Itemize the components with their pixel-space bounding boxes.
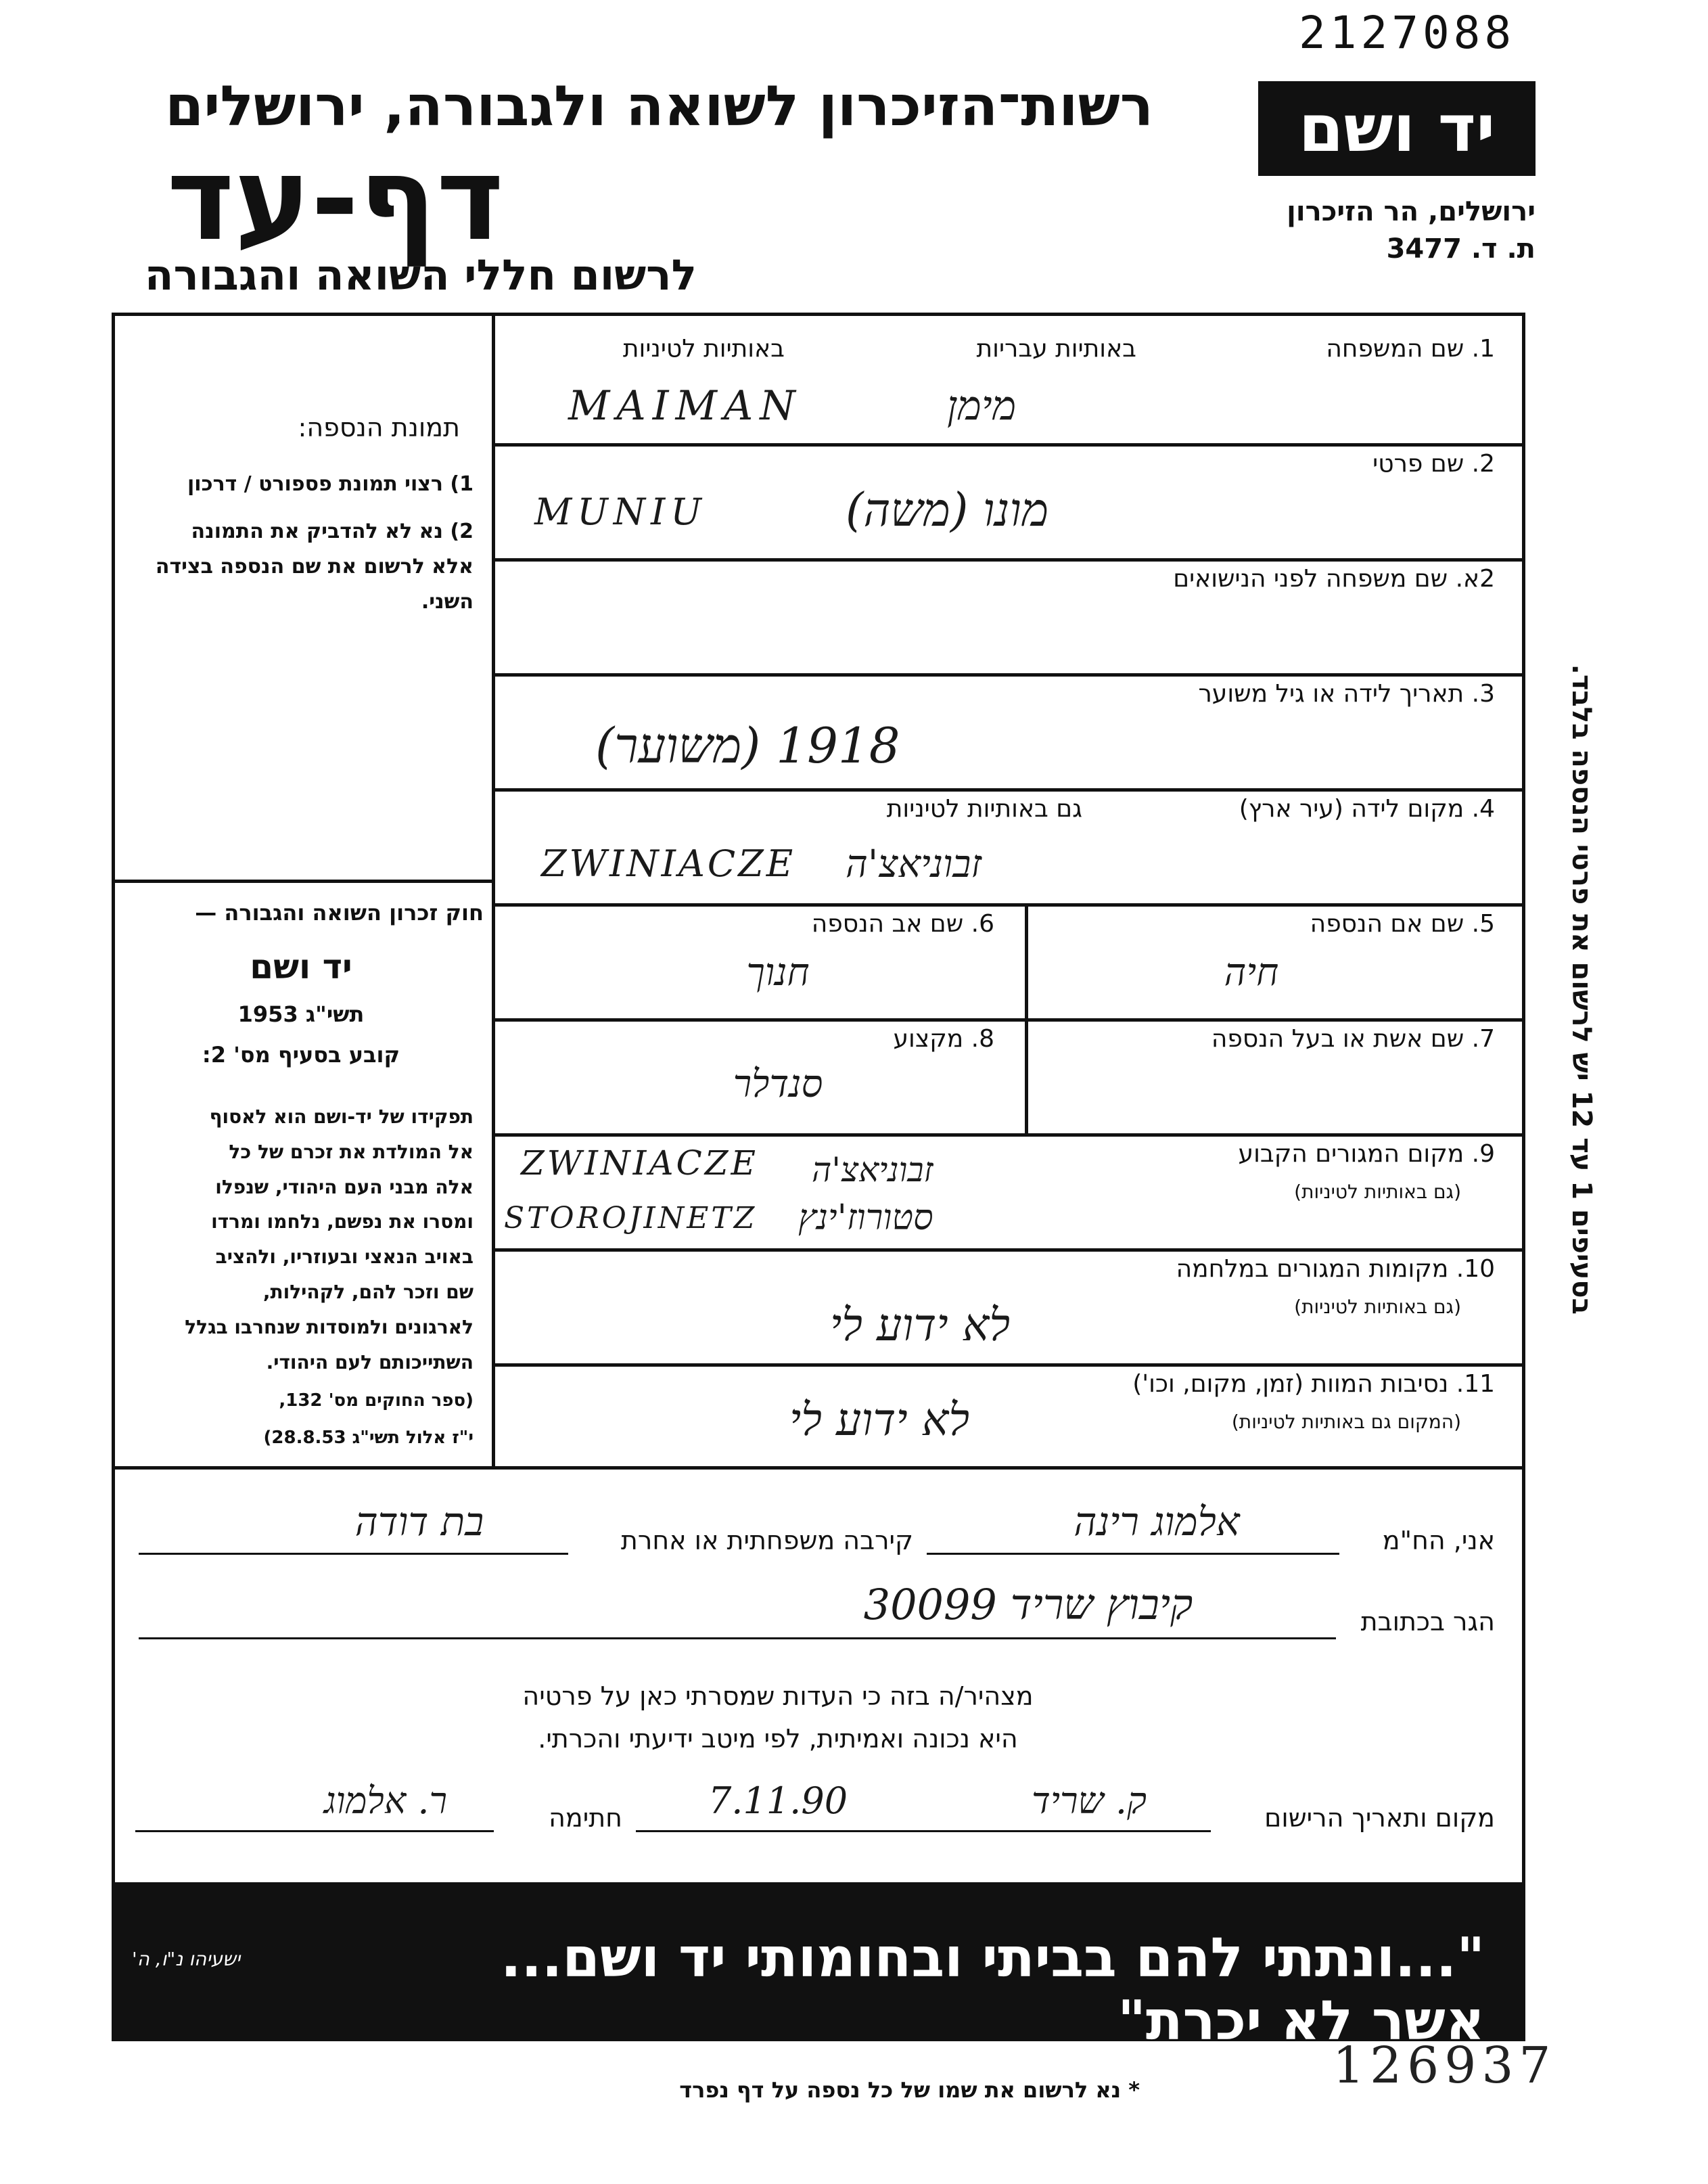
- field-2-value-latin: MUNIU: [534, 491, 707, 533]
- field-3-label: 3. תאריך לידה או גיל משוער: [1198, 680, 1495, 708]
- field-1-hebrew-label: באותיות עבריות: [976, 335, 1136, 363]
- field-9-value-1-hebrew: זבוניאצ'ה: [812, 1150, 933, 1189]
- place-date-line: [636, 1830, 1211, 1832]
- side-note-text: בסעיפים 1 עד 12 יש לרשום את פרטי הנספה בלבד.: [1566, 664, 1597, 1315]
- field-10-label: 10. מקומות המגורים במלחמה: [1176, 1255, 1495, 1283]
- law-text: [129, 1099, 474, 1380]
- field-1-value-hebrew: מימן: [947, 382, 1017, 430]
- logo-address: ירושלים, הר הזיכרון: [1287, 196, 1536, 227]
- statement-line-1: מצהיר/ה בזה כי העדות שמסרתי כאן על פרטיה: [522, 1681, 1034, 1711]
- photo-note-2c: השני.: [421, 590, 474, 614]
- row-divider: [492, 443, 1525, 447]
- law-text-line: לארגונים ולמוסדות שנחרבו בגלל: [185, 1315, 474, 1338]
- row-divider: [492, 673, 1525, 677]
- bottom-note: * נא לרשום את שמו של כל נספה על דף נפרד: [679, 2077, 1140, 2103]
- law-text-line: אל המולדת את זכרם של כל: [229, 1140, 474, 1163]
- section-divider: [112, 1466, 1525, 1470]
- statement-line-2: היא נכונה ואמיתית, לפי מיטב ידיעתי והכרתי.: [538, 1724, 1018, 1754]
- footer-source: ישעיהו נ"ו, ה': [132, 1948, 241, 1970]
- field-11-value: לא ידוע לי: [789, 1394, 970, 1446]
- field-4-value-latin: ZWINIACZE: [541, 842, 796, 885]
- field-1-value-latin: MAIMAN: [568, 382, 802, 430]
- column-split: [1025, 907, 1028, 1133]
- address-value: קיבוץ שריד 30099: [863, 1580, 1193, 1629]
- law-title: חוק זכרון השואה והגבורה —: [195, 900, 484, 926]
- field-9-value-2-hebrew: סטורוז'ינץ: [798, 1198, 933, 1238]
- place-date-label: מקום ותאריך הרישום: [1264, 1803, 1495, 1833]
- footer-quote: "...ונתתי להם בביתי ובחומותי יד ושם... אשר לא יכרת": [501, 1926, 1485, 2052]
- declarant-label: אני, הח"מ: [1382, 1526, 1495, 1555]
- row-divider: [492, 1133, 1525, 1137]
- serial-number-bottom: 126937: [1333, 2037, 1556, 2095]
- row-divider: [492, 1248, 1525, 1252]
- institution-title: רשות־הזיכרון לשואה ולגבורה, ירושלים: [165, 74, 1153, 139]
- row-divider: [492, 1363, 1525, 1367]
- field-6-label: 6. שם אב הנספה: [811, 910, 994, 938]
- field-5-label: 5. שם אם הנספה: [1310, 910, 1495, 938]
- law-ref-1: (ספר החוקים מס' 132,: [279, 1390, 474, 1411]
- signature-line: [135, 1830, 494, 1832]
- left-column-divider: [112, 880, 495, 883]
- page-title: דף-עד: [166, 133, 504, 267]
- law-clause: קובע בסעיף מס' 2:: [202, 1042, 400, 1068]
- footer-band: [112, 1886, 1525, 2052]
- date-value: 7.11.90: [708, 1779, 848, 1822]
- relation-line: [139, 1553, 568, 1555]
- photo-title: תמונת הנספה:: [298, 413, 460, 442]
- photo-note-1: 1) רצוי תמונת פספורט / דרכון: [187, 472, 474, 496]
- side-note: [1561, 664, 1602, 1319]
- row-divider: [492, 558, 1525, 562]
- field-2-label: 2. שם פרטי: [1372, 450, 1495, 478]
- field-2a-label: 2א. שם משפחה לפני הנישואים: [1173, 565, 1495, 593]
- row-divider: [492, 788, 1525, 792]
- field-11-sub: (המקום גם באותיות לטיניות): [1231, 1411, 1461, 1433]
- field-9-label: 9. מקום המגורים הקבוע: [1238, 1140, 1495, 1168]
- logo-pobox: ת. ד. 3477: [1386, 233, 1536, 265]
- field-9-value-2-latin: STOROJINETZ: [504, 1201, 758, 1235]
- field-5-value: חיה: [1224, 951, 1279, 995]
- field-3-value: 1918 (משוער): [595, 717, 900, 774]
- law-text-line: באויב הנאצי ובעוזריו, ולהציב: [215, 1246, 474, 1269]
- photo-note-2a: 2) נא לא להדביק את התמונה: [191, 520, 474, 543]
- serial-number-top: 2127088: [1299, 7, 1516, 59]
- place-value: ק. שריד: [1031, 1779, 1147, 1822]
- field-8-value: סנדלר: [733, 1062, 823, 1106]
- yad-vashem-logo: יד ושם: [1258, 81, 1536, 176]
- relation-label: קירבה משפחתית או אחרת: [620, 1526, 913, 1555]
- law-text-line: תפקידו של יד-ושם הוא לאסוף: [209, 1106, 474, 1128]
- law-text-line: אלה מבני העם היהודי, שנפלו: [215, 1175, 474, 1198]
- declarant-name-value: אלמוג רינה: [1074, 1499, 1240, 1545]
- field-8-label: 8. מקצוע: [893, 1025, 994, 1053]
- law-ref-2: י"ז אלול תשי"ג 28.8.53): [263, 1428, 474, 1448]
- field-11-label: 11. נסיבות המוות (זמן, מקום, וכו'): [1132, 1370, 1495, 1398]
- signature-value: ר. אלמוג: [323, 1779, 448, 1822]
- field-7-label: 7. שם אשת או בעל הנספה: [1211, 1025, 1495, 1053]
- law-text-line: שם וזכר להם, לקהילות,: [262, 1280, 474, 1303]
- field-2-value-hebrew: מונו (משה): [846, 484, 1049, 537]
- law-year: תשי"ג 1953: [237, 1001, 365, 1027]
- field-4-latin-label: גם באותיות לטיניות: [886, 795, 1082, 823]
- field-9-value-1-latin: ZWINIACZE: [521, 1143, 758, 1183]
- law-text-line: ומסרו את נפשם, נלחמו ומרדו: [211, 1210, 474, 1233]
- law-text-line: השתייכותם לעם היהודי.: [266, 1350, 474, 1373]
- field-10-value: לא ידוע לי: [829, 1299, 1011, 1351]
- row-divider: [492, 903, 1525, 907]
- field-6-value: חנוך: [746, 951, 810, 995]
- row-divider: [492, 1018, 1525, 1022]
- address-line: [139, 1637, 1336, 1639]
- address-label: הגר בכתובת: [1360, 1607, 1495, 1637]
- field-9-sub: (גם באותיות לטיניות): [1294, 1181, 1461, 1203]
- field-1-latin-label: באותיות לטיניות: [622, 335, 785, 363]
- declarant-name-line: [927, 1553, 1339, 1555]
- page-subtitle: לרשום חללי השואה והגבורה: [144, 250, 697, 300]
- law-name: יד ושם: [250, 947, 352, 986]
- photo-note-2b: אלא לרשום את שם הנספה בצידה: [155, 555, 474, 578]
- signature-label: חתימה: [549, 1803, 622, 1833]
- field-1-label: 1. שם המשפחה: [1326, 335, 1495, 363]
- relation-value: בת דודה: [354, 1499, 484, 1545]
- field-4-label: 4. מקום לידה (עיר ארץ): [1239, 795, 1495, 823]
- field-4-value-hebrew: זבוניאצ'ה: [846, 842, 982, 886]
- field-10-sub: (גם באותיות לטיניות): [1294, 1296, 1461, 1318]
